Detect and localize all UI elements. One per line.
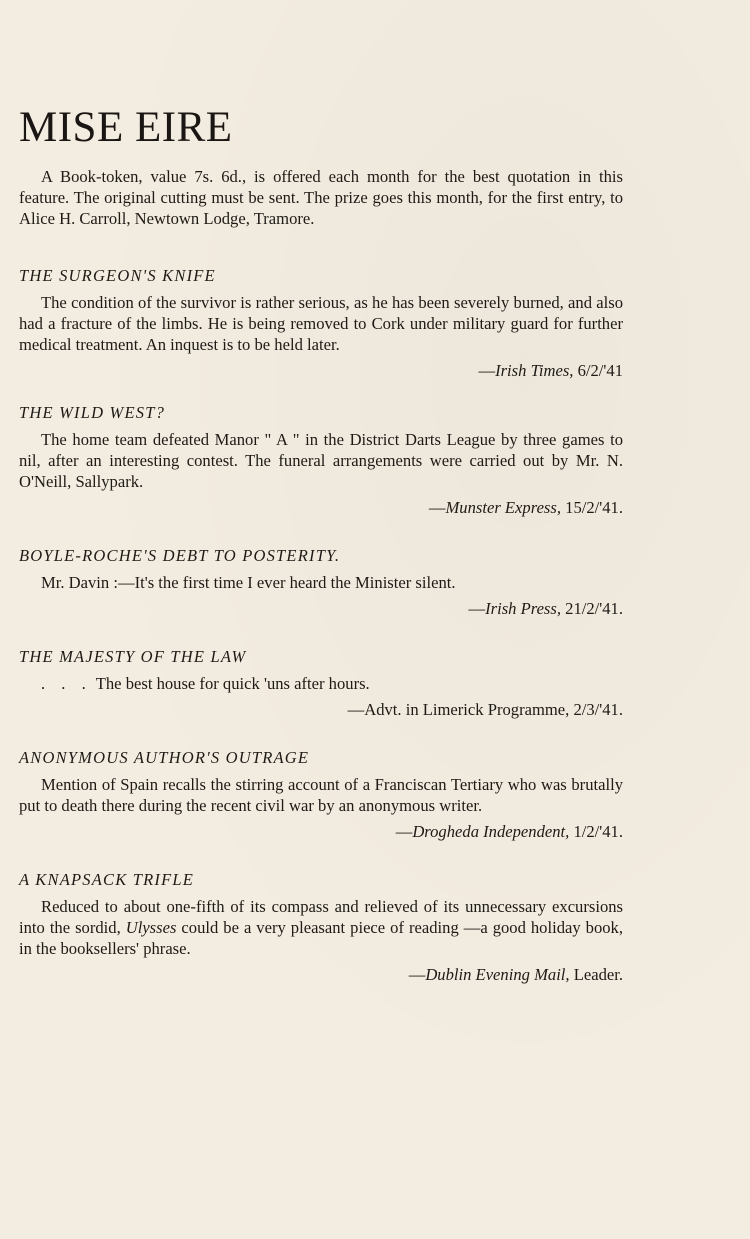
article xyxy=(19,102,623,985)
section-source xyxy=(19,598,623,619)
source-prefix: — xyxy=(395,822,413,841)
source-prefix: — xyxy=(428,498,446,517)
section-body: The condition of the survivor is rather serious, as he has been severely burned, and also had a fracture of the limbs. He is being removed to Cork under military guard for further medical treatment. An inquest is to be held later. xyxy=(19,293,623,354)
page-title: MISE EIRE xyxy=(19,104,233,151)
book-title: Ulysses xyxy=(125,918,177,937)
source-name: Dublin Evening Mail, xyxy=(425,965,570,984)
section-body: Mention of Spain recalls the stirring account of a Franciscan Tertiary who was brutally put to death there during the recent civil war by an anonymous writer. xyxy=(19,775,623,815)
source-date: Advt. in Limerick Programme, 2/3/'41. xyxy=(364,700,623,719)
source-prefix: — xyxy=(347,700,365,719)
section-source xyxy=(19,964,623,985)
section-heading: THE MAJESTY OF THE LAW xyxy=(19,647,247,666)
section-boyle-roche xyxy=(19,546,623,619)
intro-paragraph: A Book-token, value 7s. 6d., is offered each month for the best quotation in this feature. The original cutting must be sent. The prize goes this month, for the first entry, to Alice H. Carroll, Newtown Lodge, Tramore. xyxy=(19,167,623,228)
source-prefix: — xyxy=(478,361,496,380)
source-name: Irish Press, xyxy=(485,599,561,618)
source-date: 15/2/'41. xyxy=(561,498,623,517)
section-body xyxy=(19,896,623,959)
source-prefix: — xyxy=(408,965,426,984)
section-knapsack-trifle xyxy=(19,870,623,985)
section-source xyxy=(19,497,623,518)
section-heading: A KNAPSACK TRIFLE xyxy=(19,870,195,889)
body-text: could be a very pleasant piece of reading —a good holiday book, in the booksellers' phrase. xyxy=(19,918,623,958)
section-heading: THE WILD WEST? xyxy=(19,403,166,422)
section-anonymous-author xyxy=(19,748,623,842)
ellipsis: . . . xyxy=(41,674,92,693)
section-body: Mr. Davin :—It's the first time I ever heard the Minister silent. xyxy=(41,573,456,592)
source-date: 21/2/'41. xyxy=(561,599,623,618)
source-name: Drogheda Independent, xyxy=(412,822,570,841)
source-date: 1/2/'41. xyxy=(569,822,623,841)
section-surgeons-knife xyxy=(19,266,623,381)
body-text: The best house for quick 'uns after hours. xyxy=(95,674,370,693)
section-body xyxy=(19,673,623,694)
section-source xyxy=(19,699,623,720)
section-heading: THE SURGEON'S KNIFE xyxy=(19,266,216,285)
source-date: 6/2/'41 xyxy=(573,361,623,380)
source-date: Leader. xyxy=(569,965,623,984)
source-prefix: — xyxy=(468,599,486,618)
section-heading: BOYLE-ROCHE'S DEBT TO POSTERITY. xyxy=(19,546,341,565)
section-source xyxy=(19,821,623,842)
body-text: Reduced to about one-fifth of its compass and relieved of its unnecessary excursions into the sordid, xyxy=(19,897,623,937)
section-wild-west xyxy=(19,403,623,518)
source-name: Munster Express, xyxy=(445,498,561,517)
source-name: Irish Times, xyxy=(495,361,574,380)
section-majesty-of-law xyxy=(19,647,623,720)
section-source xyxy=(19,360,623,381)
section-heading: ANONYMOUS AUTHOR'S OUTRAGE xyxy=(19,748,310,767)
section-body: The home team defeated Manor " A " in the District Darts League by three games to nil, after an interesting contest. The funeral arrangements were carried out by Mr. N. O'Neill, Sallypark. xyxy=(19,430,623,491)
